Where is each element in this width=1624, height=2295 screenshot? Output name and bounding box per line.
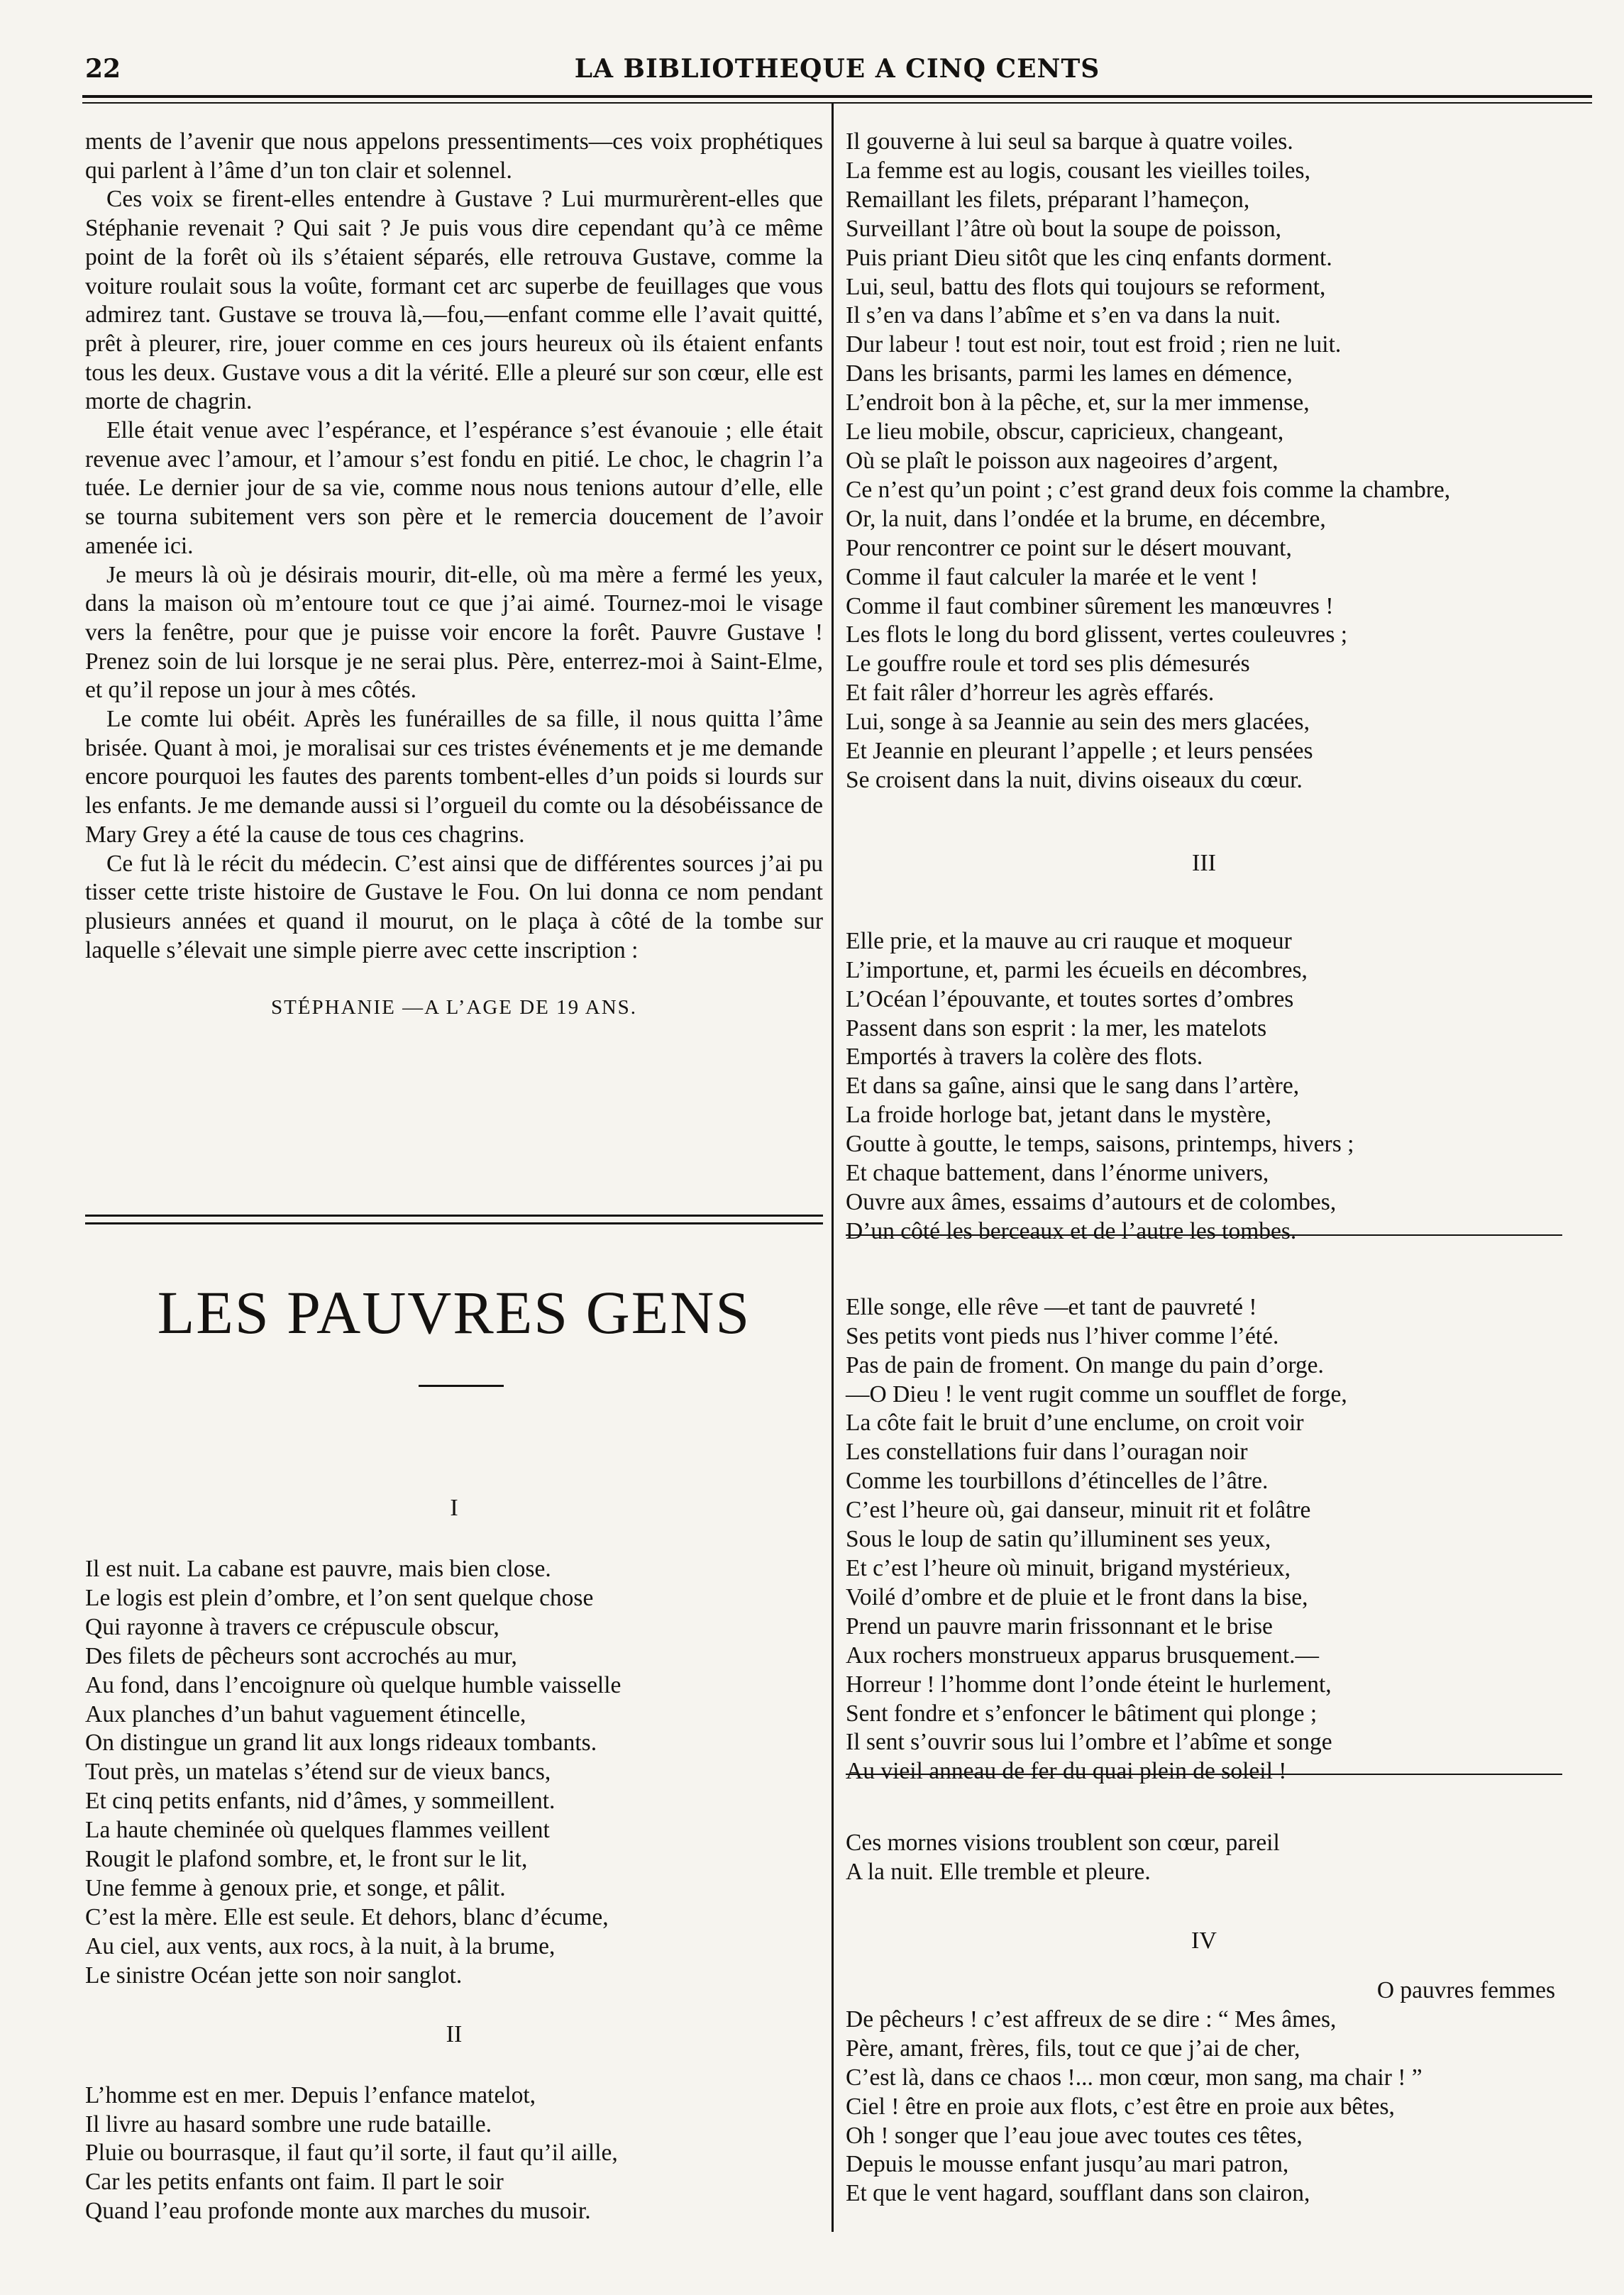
verse-line: Au ciel, aux vents, aux rocs, à la nuit, à la brume, bbox=[85, 1932, 556, 1959]
verse-line: Aux planches d’un bahut vaguement étincelle, bbox=[85, 1700, 526, 1727]
verse-line: C’est la mère. Elle est seule. Et dehors, blanc d’écume, bbox=[85, 1903, 609, 1930]
verse-line: Il livre au hasard sombre une rude bataille. bbox=[85, 2111, 492, 2138]
verse-line: La haute cheminée où quelques flammes veillent bbox=[85, 1817, 550, 1844]
paragraph: ments de l’avenir que nous appelons pressentiments—ces voix prophétiques qui parlent à l’âme d’un ton clair et solennel. bbox=[85, 128, 823, 184]
verse-line: Le lieu mobile, obscur, capricieux, changeant, bbox=[846, 419, 1284, 446]
verse-line: Comme il faut combiner sûrement les manœuvres ! bbox=[846, 592, 1334, 619]
verse-line: Lui, songe à sa Jeannie au sein des mers glacées, bbox=[846, 709, 1310, 736]
verse-line: Tout près, un matelas s’étend sur de vieux bancs, bbox=[85, 1759, 551, 1786]
verse-line: L’homme est en mer. Depuis l’enfance matelot, bbox=[85, 2081, 536, 2108]
column-divider bbox=[832, 104, 834, 2232]
verse-line: A la nuit. Elle tremble et pleure. bbox=[846, 1859, 1151, 1886]
verse-line: Elle songe, elle rêve —et tant de pauvreté ! bbox=[846, 1293, 1257, 1320]
verse-line: Ce n’est qu’un point ; c’est grand deux fois comme la chambre, bbox=[846, 476, 1451, 503]
verse-line: On distingue un grand lit aux longs rideaux tombants. bbox=[85, 1730, 597, 1757]
verse-line: Goutte à goutte, le temps, saisons, printemps, hivers ; bbox=[846, 1131, 1354, 1158]
verse-line: Qui rayonne à travers ce crépuscule obscur, bbox=[85, 1613, 499, 1640]
verse-line: Puis priant Dieu sitôt que les cinq enfants dorment. bbox=[846, 244, 1332, 271]
verse-line: Père, amant, frères, fils, tout ce que j’ai de cher, bbox=[846, 2035, 1300, 2062]
verse-line: Il s’en va dans l’abîme et s’en va dans la nuit. bbox=[846, 302, 1281, 329]
header-rule bbox=[82, 95, 1592, 104]
verse-line: Et Jeannie en pleurant l’appelle ; et leurs pensées bbox=[846, 738, 1313, 765]
verse-line: —O Dieu ! le vent rugit comme un soufflet de forge, bbox=[846, 1381, 1347, 1408]
section-separator bbox=[846, 1234, 1562, 1236]
verse-line: Car les petits enfants ont faim. Il part le soir bbox=[85, 2169, 504, 2196]
stanza-II bbox=[85, 2081, 823, 2227]
verse-line: Sous le loup de satin qu’illuminent ses yeux, bbox=[846, 1526, 1271, 1553]
verse-line: Remaillant les filets, préparant l’hameçon, bbox=[846, 186, 1250, 213]
verse-line: Lui, seul, battu des flots qui toujours se reforment, bbox=[846, 273, 1326, 300]
verse-line: Il est nuit. La cabane est pauvre, mais bien close. bbox=[85, 1556, 551, 1582]
tomb-inscription: STÉPHANIE —A L’AGE DE 19 ANS. bbox=[270, 996, 638, 1019]
verse-line: Et fait râler d’horreur les agrès effarés. bbox=[846, 680, 1215, 707]
verse-line: Il gouverne à lui seul sa barque à quatre voiles. bbox=[846, 128, 1293, 155]
page-number: 22 bbox=[85, 54, 121, 84]
stanza-III bbox=[846, 927, 1562, 1246]
right-column bbox=[846, 128, 1562, 2208]
verse-line: La froide horloge bat, jetant dans le mystère, bbox=[846, 1102, 1271, 1129]
verse-line: Dur labeur ! tout est noir, tout est froid ; rien ne luit. bbox=[846, 331, 1342, 358]
verse-line: Pour rencontrer ce point sur le désert mouvant, bbox=[846, 534, 1292, 561]
verse-line: Quand l’eau profonde monte aux marches du musoir. bbox=[85, 2198, 591, 2225]
verse-line: L’Océan l’épouvante, et toutes sortes d’ombres bbox=[846, 985, 1294, 1012]
running-head: LA BIBLIOTHEQUE A CINQ CENTS bbox=[574, 54, 1100, 84]
section-number: I bbox=[450, 1495, 458, 1521]
section-number: III bbox=[1192, 849, 1216, 876]
verse-line: Surveillant l’âtre où bout la soupe de poisson, bbox=[846, 215, 1282, 242]
verse-line: Au fond, dans l’encoignure où quelque humble vaisselle bbox=[85, 1671, 622, 1698]
verse-line: Des filets de pêcheurs sont accrochés au mur, bbox=[85, 1642, 517, 1669]
verse-line: C’est l’heure où, gai danseur, minuit rit et folâtre bbox=[846, 1497, 1311, 1524]
verse-line: Pas de pain de froment. On mange du pain d’orge. bbox=[846, 1351, 1324, 1378]
verse-line: Une femme à genoux prie, et songe, et pâlit. bbox=[85, 1874, 506, 1901]
article-separator bbox=[85, 1215, 823, 1224]
verse-line: Et dans sa gaîne, ainsi que le sang dans l’artère, bbox=[846, 1073, 1300, 1100]
verse-line: La femme est au logis, cousant les vieilles toiles, bbox=[846, 157, 1310, 184]
verse-line: O pauvres femmes bbox=[1376, 1977, 1555, 2004]
verse-line: Comme les tourbillons d’étincelles de l’âtre. bbox=[846, 1468, 1269, 1495]
verse-line: Rougit le plafond sombre, et, le front sur le lit, bbox=[85, 1846, 528, 1873]
verse-line: Dans les brisants, parmi les lames en démence, bbox=[846, 360, 1293, 387]
verse-line: L’endroit bon à la pêche, et, sur la mer immense, bbox=[846, 389, 1310, 416]
title-rule bbox=[419, 1385, 504, 1387]
verse-line: Depuis le mousse enfant jusqu’au mari patron, bbox=[846, 2151, 1289, 2178]
verse-line: De pêcheurs ! c’est affreux de se dire : “ Mes âmes, bbox=[846, 2006, 1337, 2033]
verse-line: Or, la nuit, dans l’ondée et la brume, en décembre, bbox=[846, 505, 1326, 532]
verse-line: Le sinistre Océan jette son noir sanglot. bbox=[85, 1962, 463, 1989]
section-separator bbox=[846, 1774, 1562, 1775]
section-number: II bbox=[446, 2020, 463, 2047]
verse-line: C’est là, dans ce chaos !... mon cœur, mon sang, ma chair ! ” bbox=[846, 2064, 1423, 2091]
verse-line: Où se plaît le poisson aux nageoires d’argent, bbox=[846, 447, 1278, 474]
verse-line: Ouvre aux âmes, essaims d’autours et de colombes, bbox=[846, 1189, 1337, 1215]
left-poem bbox=[85, 1494, 823, 2226]
verse-line: La côte fait le bruit d’une enclume, on croit voir bbox=[846, 1410, 1304, 1437]
paragraph: Je meurs là où je désirais mourir, dit-elle, où ma mère a fermé les yeux, dans la maison où m’entoure tout ce que j’ai aimé. Tournez-moi le visage vers la fenêtre, pour que je puisse voir encore la forêt. Pauvre Gustave ! Prenez soin de lui lorsque je ne serai plus. Père, enterrez-moi à Saint-Elme, et qu’il repose un jour à mes côtés. bbox=[85, 561, 823, 704]
paragraph: Le comte lui obéit. Après les funérailles de sa fille, il nous quitta l’âme brisée. Quant à moi, je moralisai sur ces tristes événements et je me demande encore pourquoi les fautes des parents tombent-elles d’un poids si lourds sur les enfants. Je me demande aussi si l’orgueil du comte ou la désobéissance de Mary Grey a été la cause de tous ces chagrins. bbox=[85, 706, 823, 848]
paragraph: Ces voix se firent-elles entendre à Gustave ? Lui murmurèrent-elles que Stéphanie revenait ? Qui sait ? Je puis vous dire cependant qu’à ce même point de la forêt où ils s’étaient séparés, elle retrouva Gustave, comme la voiture roulait sous la voûte, formant cet arc superbe de feuillages que vous admirez tant. Gustave se trouva là,—fou,—enfant comme elle l’avait quitté, prêt à pleurer, rire, jouer comme en ces jours heureux où ils étaient enfants tous les deux. Gustave vous a dit la vérité. Elle a pleuré sur son cœur, elle est morte de chagrin. bbox=[85, 186, 823, 415]
verse-line: Oh ! songer que l’eau joue avec toutes ces têtes, bbox=[846, 2122, 1303, 2149]
poem-title: LES PAUVRES GENS bbox=[157, 1278, 751, 1346]
verse-line: Ses petits vont pieds nus l’hiver comme l’été. bbox=[846, 1322, 1279, 1349]
stanza-IV bbox=[846, 1976, 1562, 2208]
verse-line: Horreur ! l’homme dont l’onde éteint le hurlement, bbox=[846, 1671, 1332, 1698]
stanza-III-b bbox=[846, 1293, 1562, 1786]
verse-line: Le logis est plein d’ombre, et l’on sent quelque chose bbox=[85, 1584, 594, 1611]
verse-line: Ciel ! être en proie aux flots, c’est être en proie aux bêtes, bbox=[846, 2093, 1395, 2120]
verse-line: L’importune, et, parmi les écueils en décombres, bbox=[846, 956, 1308, 983]
verse-line: Voilé d’ombre et de pluie et le front dans la bise, bbox=[846, 1583, 1308, 1610]
verse-line: Emportés à travers la colère des flots. bbox=[846, 1044, 1203, 1071]
verse-line: Passent dans son esprit : la mer, les matelots bbox=[846, 1014, 1267, 1041]
verse-line: Pluie ou bourrasque, il faut qu’il sorte, il faut qu’il aille, bbox=[85, 2140, 618, 2167]
section-number: IV bbox=[1191, 1928, 1217, 1954]
verse-line: Ces mornes visions troublent son cœur, pareil bbox=[846, 1830, 1280, 1857]
paragraph: Ce fut là le récit du médecin. C’est ainsi que de différentes sources j’ai pu tisser cette triste histoire de Gustave le Fou. On lui donna ce nom pendant plusieurs années et quand il mourut, on le plaça à côté de la tombe sur laquelle s’élevait une simple pierre avec cette inscription : bbox=[85, 850, 823, 963]
verse-line: Les constellations fuir dans l’ouragan noir bbox=[846, 1439, 1248, 1466]
verse-line: Elle prie, et la mauve au cri rauque et moqueur bbox=[846, 927, 1292, 954]
stanza-I bbox=[85, 1555, 823, 1991]
verse-line: Aux rochers monstrueux apparus brusquement.— bbox=[846, 1642, 1320, 1669]
verse-line: D’un côté les berceaux et de l’autre les tombes. bbox=[846, 1217, 1297, 1244]
verse-line: Prend un pauvre marin frissonnant et le brise bbox=[846, 1613, 1273, 1639]
verse-line: Et que le vent hagard, soufflant dans son clairon, bbox=[846, 2180, 1310, 2207]
verse-line: Et chaque battement, dans l’énorme univers, bbox=[846, 1160, 1269, 1187]
verse-line: Et c’est l’heure où minuit, brigand mystérieux, bbox=[846, 1554, 1291, 1581]
stanza-III-c bbox=[846, 1829, 1562, 1887]
verse-line: Et cinq petits enfants, nid d’âmes, y sommeillent. bbox=[85, 1788, 556, 1815]
verse-line: Sent fondre et s’enfoncer le bâtiment qui plonge ; bbox=[846, 1700, 1318, 1727]
verse-line: Au vieil anneau de fer du quai plein de soleil ! bbox=[846, 1758, 1287, 1785]
stanza-II-continued bbox=[846, 128, 1562, 795]
page-header bbox=[85, 54, 1589, 89]
left-column-prose bbox=[85, 128, 823, 1022]
verse-line: Il sent s’ouvrir sous lui l’ombre et l’abîme et songe bbox=[846, 1729, 1332, 1756]
verse-line: Les flots le long du bord glissent, vertes couleuvres ; bbox=[846, 621, 1348, 648]
verse-line: Le gouffre roule et tord ses plis démesurés bbox=[846, 651, 1250, 678]
verse-line: Se croisent dans la nuit, divins oiseaux du cœur. bbox=[846, 766, 1303, 793]
paragraph: Elle était venue avec l’espérance, et l’espérance s’est évanouie ; elle était revenue avec l’amour, et l’amour s’est fondu en pitié. Le choc, le chagrin l’a tuée. Le dernier jour de sa vie, comme nous nous tenions autour d’elle, elle se tourna subitement vers son père et le remercia doucement de l’avoir amenée ici. bbox=[85, 417, 823, 559]
verse-line: Comme il faut calculer la marée et le vent ! bbox=[846, 563, 1259, 590]
